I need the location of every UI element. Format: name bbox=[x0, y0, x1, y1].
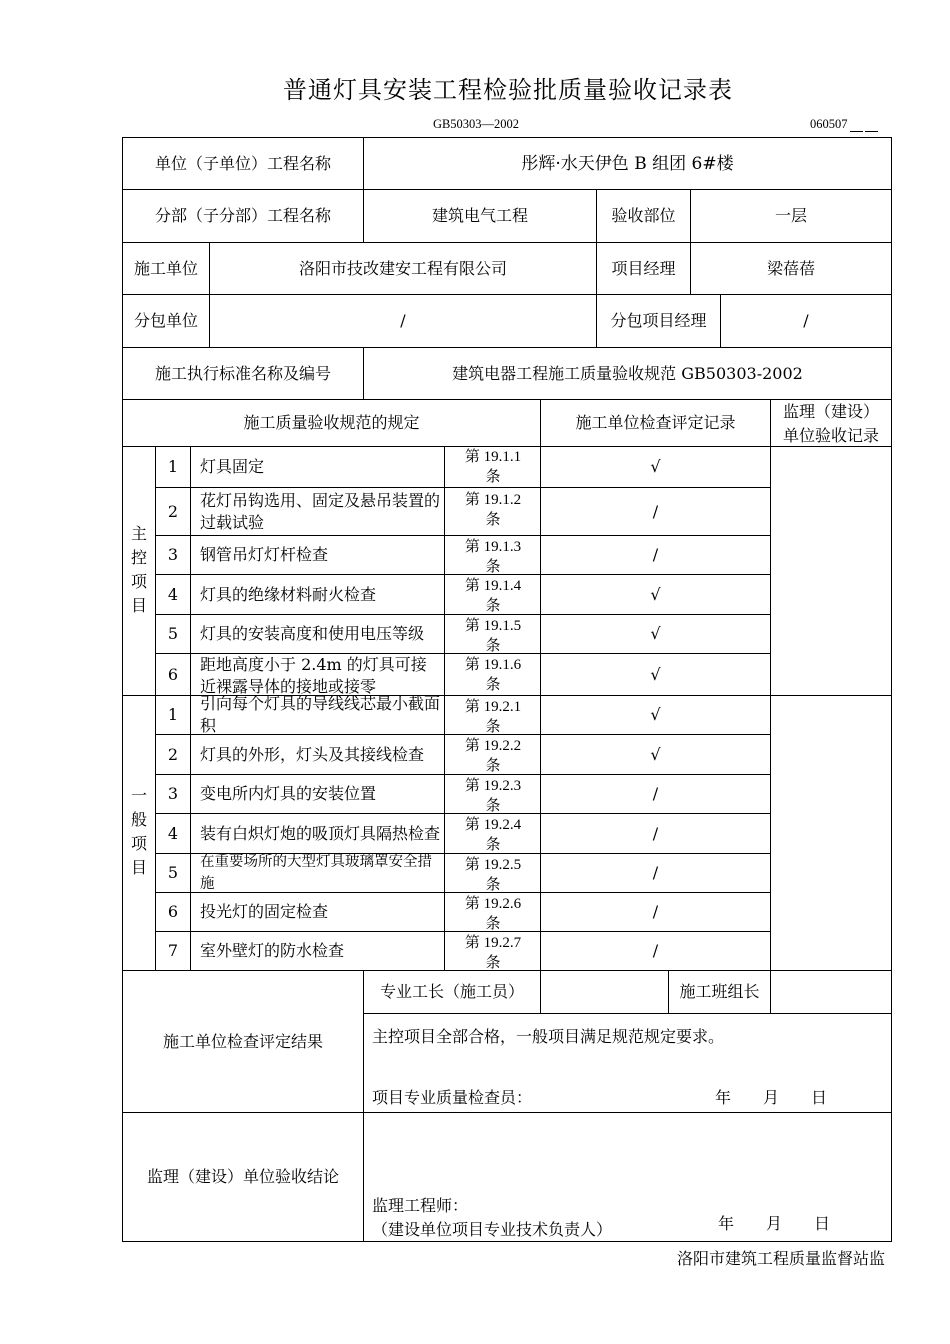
item-clause: 第 19.2.3 条 bbox=[464, 778, 522, 813]
item-clause: 第 19.2.1 条 bbox=[464, 699, 522, 734]
engineer-label: 监理工程师： bbox=[372, 1196, 469, 1215]
item-text: 在重要场所的大型灯具玻璃罩安全措施 bbox=[200, 854, 432, 892]
sub-manager-value: / bbox=[803, 311, 809, 330]
item-clause: 第 19.1.5 条 bbox=[464, 618, 522, 653]
item-result: √ bbox=[650, 705, 661, 724]
item-number: 5 bbox=[167, 624, 179, 643]
item-clause: 第 19.1.6 条 bbox=[464, 657, 522, 693]
footer-issuer: 洛阳市建筑工程质量监督站监 bbox=[676, 1249, 885, 1268]
supervision-header-line2: 单位验收记录 bbox=[782, 426, 879, 445]
item-result: / bbox=[652, 784, 659, 803]
supervision-date: 年 月 日 bbox=[718, 1214, 831, 1233]
unit-label: 单位（子单位）工程名称 bbox=[154, 153, 331, 173]
item-number: 1 bbox=[167, 457, 179, 476]
item-number: 2 bbox=[167, 501, 179, 521]
team-leader-label: 施工班组长 bbox=[679, 982, 760, 1001]
general-group-char: 项 bbox=[130, 834, 147, 853]
contractor-result-text: 主控项目全部合格，一般项目满足规范规定要求。 bbox=[372, 1027, 725, 1046]
item-text: 室外壁灯的防水检查 bbox=[200, 941, 345, 960]
check-column-header: 施工单位检查评定记录 bbox=[575, 413, 736, 432]
main-group-char: 项 bbox=[130, 572, 147, 591]
foreman-label: 专业工长（施工员） bbox=[379, 982, 524, 1001]
standard-value: 建筑电器工程施工质量验收规范 GB50303-2002 bbox=[452, 363, 803, 383]
item-result: √ bbox=[650, 744, 661, 764]
item-result: / bbox=[652, 823, 659, 843]
item-clause: 第 19.2.2 条 bbox=[464, 738, 522, 774]
item-number: 4 bbox=[167, 823, 179, 843]
supervision-result-label: 监理（建设）单位验收结论 bbox=[146, 1167, 339, 1186]
item-text: 灯具的安装高度和使用电压等级 bbox=[200, 624, 425, 643]
item-text: 灯具的绝缘材料耐火检查 bbox=[200, 584, 377, 604]
item-result: √ bbox=[650, 457, 661, 476]
standard-label: 施工执行标准名称及编号 bbox=[154, 363, 331, 383]
main-group-label bbox=[129, 522, 149, 618]
item-number: 1 bbox=[167, 705, 179, 724]
item-result: √ bbox=[650, 584, 661, 604]
item-clause: 第 19.2.6 条 bbox=[464, 896, 522, 931]
item-result: / bbox=[652, 941, 659, 960]
spec-column-header: 施工质量验收规范的规定 bbox=[243, 413, 420, 432]
item-clause: 第 19.1.3 条 bbox=[464, 539, 522, 574]
owner-label: （建设单位项目专业技术负责人） bbox=[372, 1220, 613, 1239]
item-number: 5 bbox=[167, 863, 179, 882]
item-number: 3 bbox=[167, 784, 179, 803]
item-number: 6 bbox=[167, 664, 179, 684]
subcontractor-value: / bbox=[400, 311, 406, 330]
subcontractor-label: 分包单位 bbox=[133, 311, 198, 330]
part-label: 验收部位 bbox=[611, 206, 676, 225]
inspector-label: 项目专业质量检查员： bbox=[372, 1088, 533, 1107]
item-text: 距地高度小于 2.4m 的灯具可接近裸露导体的接地或接零 bbox=[200, 655, 427, 695]
general-group-label bbox=[129, 784, 149, 880]
item-number: 6 bbox=[167, 902, 179, 921]
sub-project-label: 分部（子分部）工程名称 bbox=[154, 206, 331, 225]
item-result: / bbox=[652, 545, 659, 564]
contractor-result-label: 施工单位检查评定结果 bbox=[162, 1031, 323, 1051]
manager-label: 项目经理 bbox=[611, 258, 676, 278]
general-group-char: 般 bbox=[130, 810, 147, 829]
item-text: 投光灯的固定检查 bbox=[200, 902, 329, 921]
item-result: / bbox=[652, 902, 659, 921]
item-clause: 第 19.2.4 条 bbox=[464, 817, 522, 853]
sub-project-value: 建筑电气工程 bbox=[431, 206, 528, 225]
form-code-value: 060507 bbox=[810, 117, 848, 131]
general-group-char: 目 bbox=[130, 858, 147, 877]
unit-value: 彤辉·水天伊色 B 组团 6#楼 bbox=[521, 153, 734, 174]
item-clause: 第 19.2.7 条 bbox=[464, 935, 522, 970]
item-text: 钢管吊灯灯杆检查 bbox=[200, 545, 329, 564]
item-number: 7 bbox=[167, 941, 179, 960]
item-clause: 第 19.1.4 条 bbox=[464, 578, 522, 614]
main-group-char: 控 bbox=[130, 548, 147, 567]
item-text: 装有白炽灯炮的吸顶灯具隔热检查 bbox=[200, 823, 441, 843]
page-title: 普通灯具安装工程检验批质量验收记录表 bbox=[283, 76, 733, 104]
item-number: 4 bbox=[167, 584, 179, 604]
contractor-label: 施工单位 bbox=[133, 258, 198, 278]
supervision-header-line1: 监理（建设） bbox=[782, 402, 879, 421]
supervision-column-header bbox=[771, 400, 891, 446]
contractor-date: 年 月 日 bbox=[715, 1088, 828, 1107]
item-text: 灯具的外形，灯头及其接线检查 bbox=[200, 744, 425, 764]
contractor-value: 洛阳市技改建安工程有限公司 bbox=[298, 258, 507, 278]
item-number: 3 bbox=[167, 545, 179, 564]
general-group-char: 一 bbox=[130, 786, 147, 805]
item-clause: 第 19.2.5 条 bbox=[464, 857, 522, 892]
part-value: 一层 bbox=[774, 206, 807, 225]
item-result: √ bbox=[650, 624, 661, 643]
item-result: √ bbox=[650, 664, 661, 684]
item-text: 灯具固定 bbox=[200, 457, 265, 476]
item-clause: 第 19.1.1 条 bbox=[464, 449, 522, 485]
standard-code: GB50303—2002 bbox=[432, 117, 520, 131]
item-result: / bbox=[652, 863, 659, 882]
main-group-char: 主 bbox=[130, 524, 147, 543]
item-text: 变电所内灯具的安装位置 bbox=[200, 784, 377, 803]
item-clause: 第 19.1.2 条 bbox=[464, 492, 522, 528]
item-result: / bbox=[652, 501, 659, 521]
main-group-char: 目 bbox=[130, 596, 147, 615]
manager-value: 梁蓓蓓 bbox=[766, 258, 815, 278]
sub-manager-label: 分包项目经理 bbox=[610, 311, 707, 330]
item-text: 引向每个灯具的导线线芯最小截面积 bbox=[200, 696, 441, 734]
item-number: 2 bbox=[167, 744, 179, 764]
item-text: 花灯吊钩选用、固定及悬吊装置的过载试验 bbox=[200, 490, 441, 532]
